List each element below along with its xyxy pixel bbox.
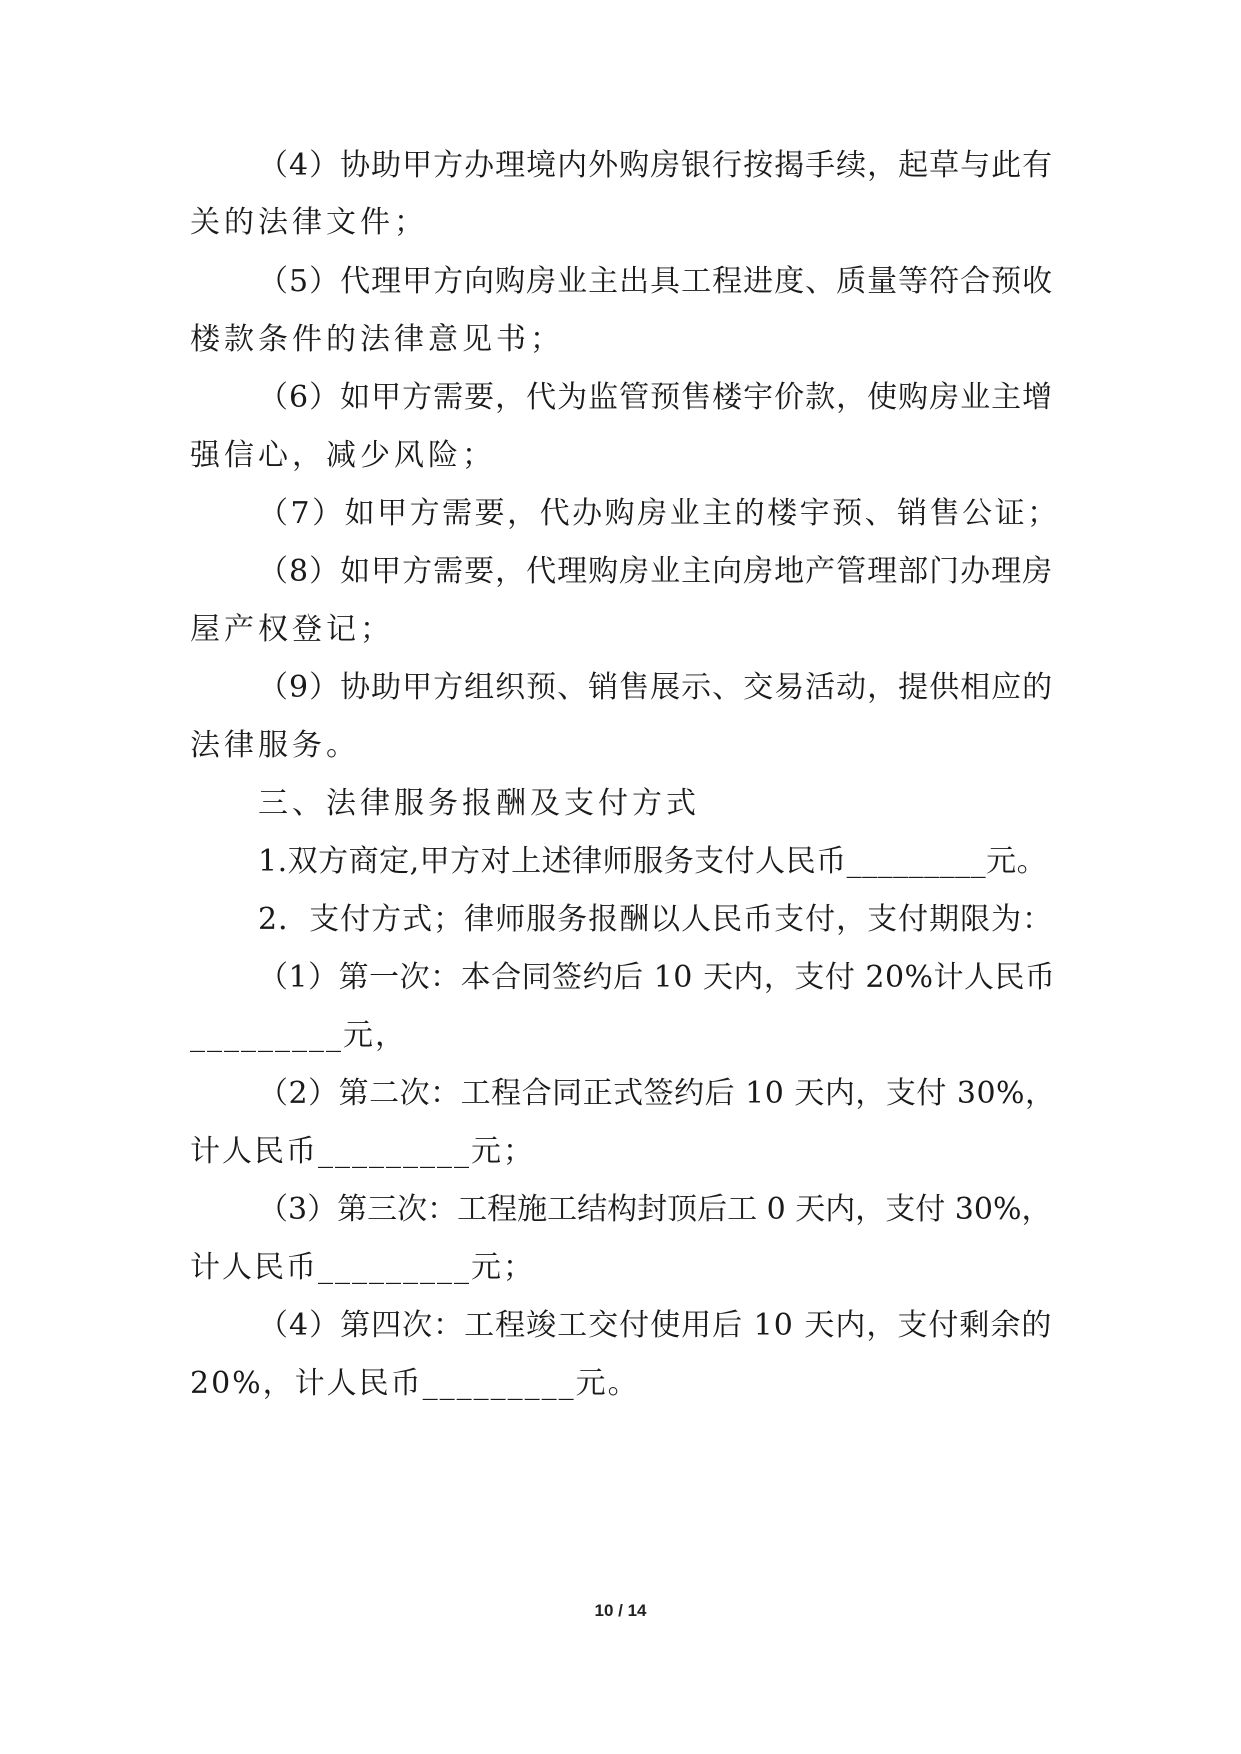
clause-4-line-1: （4）协助甲方办理境内外购房银行按揭手续，起草与此有 xyxy=(258,148,1054,183)
installment-2-line-1: （2）第二次：工程合同正式签约后 10 天内，支付 30%， xyxy=(258,1076,1056,1111)
page-number: 10 / 14 xyxy=(594,1601,647,1620)
payment-item-2: 2．支付方式；律师服务报酬以人民币支付，支付期限为： xyxy=(258,902,1054,937)
installment-1-line-1: （1）第一次：本合同签约后 10 天内，支付 20%计人民币 xyxy=(258,960,1056,995)
clause-4-line-2: 关的法律文件； xyxy=(190,205,428,240)
installment-4-line-1: （4）第四次：工程竣工交付使用后 10 天内，支付剩余的 xyxy=(258,1308,1053,1343)
clause-6-line-2: 强信心，减少风险； xyxy=(190,438,496,473)
clause-6-line-1: （6）如甲方需要，代为监管预售楼宇价款，使购房业主增 xyxy=(258,380,1054,415)
clause-8-line-2: 屋产权登记； xyxy=(190,612,394,647)
installment-3-line-2: 计人民币_________元； xyxy=(190,1250,535,1285)
clause-9-line-1: （9）协助甲方组织预、销售展示、交易活动，提供相应的 xyxy=(258,670,1054,705)
clause-7-line-1: （7）如甲方需要，代办购房业主的楼宇预、销售公证； xyxy=(258,496,1060,531)
clause-8-line-1: （8）如甲方需要，代理购房业主向房地产管理部门办理房 xyxy=(258,554,1054,589)
installment-2-line-2: 计人民币_________元； xyxy=(190,1134,535,1169)
section-heading: 三、法律服务报酬及支付方式 xyxy=(258,786,700,821)
payment-item-1: 1.双方商定,甲方对上述律师服务支付人民币_________元。 xyxy=(258,844,1048,879)
installment-3-line-1: （3）第三次：工程施工结构封顶后工 0 天内，支付 30%， xyxy=(258,1192,1052,1227)
clause-5-line-2: 楼款条件的法律意见书； xyxy=(190,322,564,357)
clause-5-line-1: （5）代理甲方向购房业主出具工程进度、质量等符合预收 xyxy=(258,264,1054,299)
installment-1-line-2: _________元， xyxy=(190,1018,407,1053)
installment-4-line-2: 20%，计人民币_________元。 xyxy=(190,1366,640,1401)
clause-9-line-2: 法律服务。 xyxy=(190,728,360,763)
